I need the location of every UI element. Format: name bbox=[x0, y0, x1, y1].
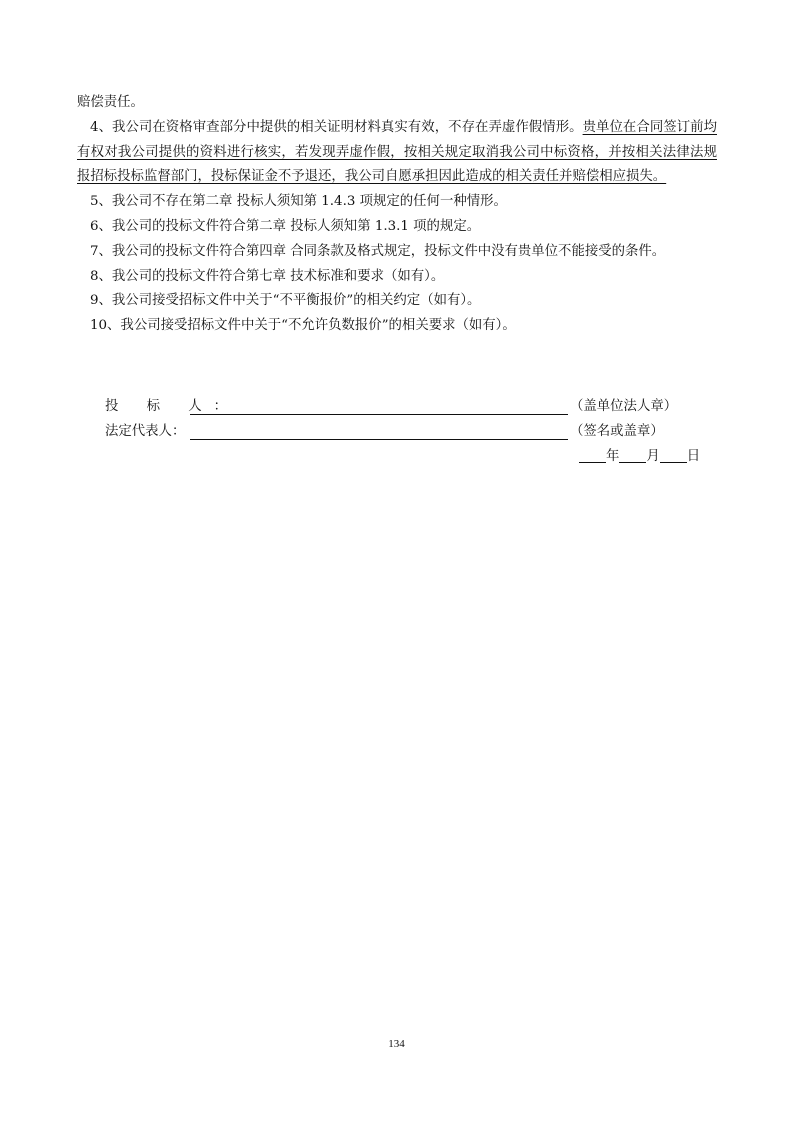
representative-signature-line[interactable] bbox=[190, 439, 568, 440]
day-blank[interactable] bbox=[660, 447, 687, 463]
page-number: 134 bbox=[388, 1038, 405, 1050]
representative-label: 法定代表人： bbox=[105, 424, 186, 439]
bidder-signature-line[interactable] bbox=[190, 414, 568, 415]
representative-sign-note: （签名或盖章） bbox=[570, 424, 664, 439]
date-row bbox=[579, 447, 700, 467]
year-label: 年 bbox=[606, 449, 620, 464]
paragraph-item-4 bbox=[77, 116, 717, 190]
bidder-label: 投 标 人： bbox=[105, 399, 240, 414]
item-4-underlined-text: 贵单位在合同签订前均有权对我公司提供的资料进行核实，若发现弄虚作假，按相关规定取消我公司中标资格，并按相关法律法规报招标投标监督部门，投标保证金不予退还，我公司自愿承担因此造成的相关责任并赔偿相应损失。 bbox=[77, 119, 717, 185]
paragraph-item-5: 5、我公司不存在第二章 投标人须知第 1.4.3 项规定的任何一种情形。 bbox=[90, 194, 507, 210]
paragraph-item-9: 9、我公司接受招标文件中关于“不平衡报价”的相关约定（如有）。 bbox=[90, 293, 481, 309]
paragraph-item-6: 6、我公司的投标文件符合第二章 投标人须知第 1.3.1 项的规定。 bbox=[90, 218, 481, 234]
day-label: 日 bbox=[686, 449, 701, 464]
year-blank[interactable] bbox=[579, 447, 606, 463]
paragraph-item-8: 8、我公司的投标文件符合第七章 技术标准和要求（如有）。 bbox=[90, 268, 445, 284]
paragraph-item-7: 7、我公司的投标文件符合第四章 合同条款及格式规定，投标文件中没有贵单位不能接受的条件。 bbox=[90, 243, 666, 259]
month-blank[interactable] bbox=[619, 447, 646, 463]
body-text bbox=[77, 91, 717, 339]
bidder-seal-note: （盖单位法人章） bbox=[570, 399, 678, 414]
paragraph-item-10: 10、我公司接受招标文件中关于“不允许负数报价”的相关要求（如有）。 bbox=[90, 318, 516, 334]
item-4-text: 4、我公司在资格审查部分中提供的相关证明材料真实有效，不存在弄虚作假情形。 bbox=[90, 119, 583, 135]
paragraph-continuation: 赔偿责任。 bbox=[77, 95, 144, 110]
month-label: 月 bbox=[646, 449, 660, 464]
